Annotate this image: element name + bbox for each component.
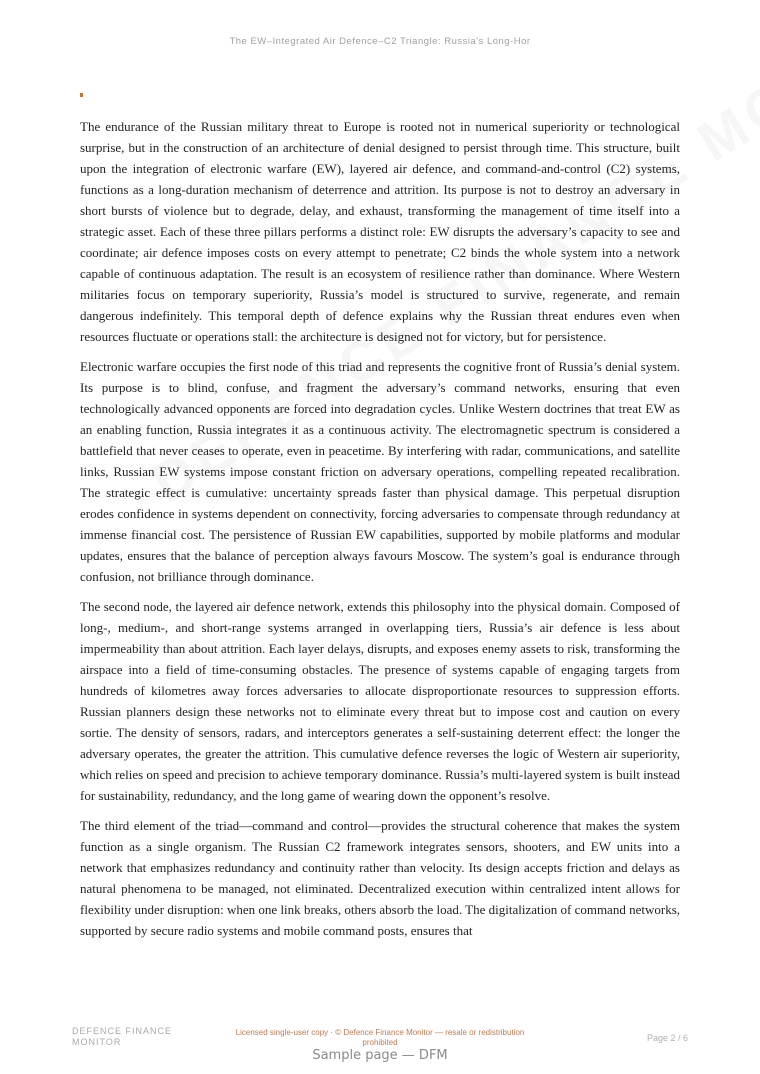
paragraph-2: Electronic warfare occupies the first node of this triad and represents the cognitive front of Russia’s denial system. Its purpose is to blind, confuse, and fragment the adversary’s command networks, ensuring that even technologically advanced opponents are forced into degradation cycles. Unlike Western doctrines that treat EW as an enabling function, Russia integrates it as a continuous activity. The electromagnetic spectrum is considered a battlefield that never ceases to operate, even in peacetime. By interfering with radar, communications, and satellite links, Russian EW systems impose constant friction on adversary operations, compelling repeated recalibration. The strategic effect is cumulative: uncertainty spreads faster than physical damage. This perpetual disruption erodes confidence in systems dependent on connectivity, forcing adversaries to compensate through redundancy at immense financial cost. The persistence of Russian EW capabilities, supported by mobile platforms and modular updates, ensures that the balance of perception always favours Moscow. The system’s goal is endurance through confusion, not brilliance through dominance. xyxy=(80,359,680,584)
accent-marker xyxy=(80,93,83,97)
license-notice-line2: prohibited xyxy=(362,1038,398,1047)
running-header: The EW–Integrated Air Defence–C2 Triangle: Russia's Long-Hor xyxy=(229,36,531,47)
footer-brand-line2: MONITOR xyxy=(72,1037,122,1047)
license-notice xyxy=(220,1028,540,1048)
article-body xyxy=(80,116,680,950)
sample-page-label: Sample page — DFM xyxy=(312,1048,448,1063)
license-notice-line1: Licensed single-user copy · © Defence Finance Monitor — resale or redistribution xyxy=(235,1028,525,1037)
page-number: Page 2 / 6 xyxy=(646,1033,688,1043)
footer-brand xyxy=(72,1026,202,1048)
paragraph-3: The second node, the layered air defence network, extends this philosophy into the physical domain. Composed of long-, medium-, and short-range systems arranged in overlapping tiers, Russia’s air defence is less about impermeability than about attrition. Each layer delays, disrupts, and exposes enemy assets to risk, transforming the airspace into a field of time-consuming obstacles. The presence of systems capable of engaging targets from hundreds of kilometres away forces adversaries to allocate disproportionate resources to suppression efforts. Russian planners design these networks not to eliminate every threat but to impose cost and caution on every sortie. The density of sensors, radars, and interceptors generates a self-sustaining deterrent effect: the longer the adversary operates, the greater the attrition. This cumulative defence reverses the logic of Western air superiority, which relies on speed and precision to achieve temporary dominance. Russia’s multi-layered system is built instead for sustainability, redundancy, and the long game of wearing down the opponent’s resolve. xyxy=(80,599,681,803)
paragraph-4: The third element of the triad—command and control—provides the structural coherence that makes the system function as a single organism. The Russian C2 framework integrates sensors, shooters, and EW units into a network that emphasizes redundancy and continuity rather than velocity. Its design accepts friction and delays as natural phenomena to be managed, not eliminated. Decentralized execution within centralized intent allows for flexibility under disruption: when one link breaks, others absorb the load. The digitalization of command networks, supported by secure radio systems and mobile command posts, ensures that xyxy=(80,818,680,938)
footer-brand-line1: DEFENCE FINANCE xyxy=(72,1026,173,1036)
paragraph-1: The endurance of the Russian military threat to Europe is rooted not in numerical superiority or technological surprise, but in the construction of an architecture of denial designed to persist through time. This structure, built upon the integration of electronic warfare (EW), layered air defence, and command-and-control (C2) systems, functions as a long-duration mechanism of deterrence and attrition. Its purpose is not to destroy an adversary in short bursts of violence but to degrade, delay, and exhaust, transforming the management of time itself into a strategic asset. Each of these three pillars performs a distinct role: EW disrupts the adversary’s capacity to see and coordinate; air defence imposes costs on every attempt to penetrate; C2 binds the whole system into a network capable of continuous adaptation. The result is an ecosystem of resilience rather than dominance. Where Western militaries focus on temporary superiority, Russia’s model is structured to survive, regenerate, and remain dangerous indefinitely. This temporal depth of defence explains why the Russian threat endures even when resources fluctuate or operations stall: the architecture is designed not for victory, but for persistence. xyxy=(80,119,680,344)
